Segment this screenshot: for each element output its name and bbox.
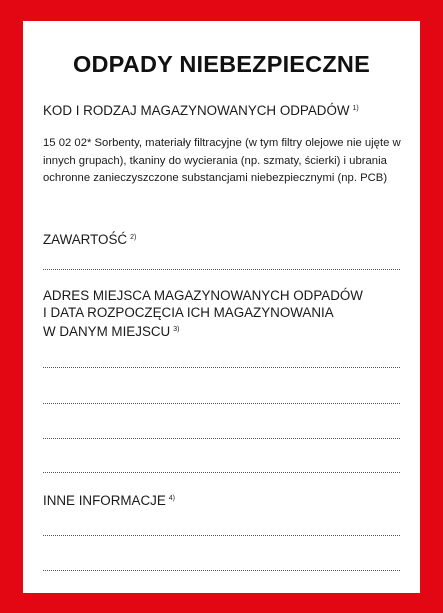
contents-fill-line[interactable] (43, 269, 400, 270)
contents-heading (43, 230, 413, 248)
address-heading-line-2: I DATA ROZPOCZĘCIA ICH MAGAZYNOWANIA (43, 305, 334, 320)
footnote-2: 2) (130, 234, 137, 241)
address-heading-line-3 (43, 322, 413, 340)
label-title: ODPADY NIEBEZPIECZNE (73, 51, 370, 77)
hazardous-waste-label (23, 21, 420, 593)
address-heading-line-3-text: W DANYM MIEJSCU (43, 324, 171, 339)
address-fill-line[interactable] (43, 367, 400, 368)
address-fill-line[interactable] (43, 403, 400, 404)
other-info-fill-line[interactable] (43, 570, 400, 571)
other-info-fill-line[interactable] (43, 535, 400, 536)
address-heading-line-1: ADRES MIEJSCA MAGAZYNOWANYCH ODPADÓW (43, 288, 363, 303)
waste-code-heading (43, 101, 413, 119)
address-fill-line[interactable] (43, 472, 400, 473)
footnote-4: 4) (168, 495, 175, 502)
other-info-heading (43, 491, 413, 509)
address-fill-line[interactable] (43, 438, 400, 439)
contents-heading-text: ZAWARTOŚĆ (43, 232, 128, 247)
waste-code-description: 15 02 02* Sorbenty, materiały filtracyjne (w tym filtry olejowe nie ujęte w innych grupach), tkaniny do wycierania (np. szmaty, ścierki) i ubrania ochronne zanieczyszczone substancjami niebezpiecznymi (np. PCB) (43, 137, 401, 184)
footnote-3: 3) (173, 326, 180, 333)
other-info-heading-text: INNE INFORMACJE (43, 493, 166, 508)
footnote-1: 1) (352, 105, 359, 112)
waste-code-heading-text: KOD I RODZAJ MAGAZYNOWANYCH ODPADÓW (43, 103, 350, 118)
